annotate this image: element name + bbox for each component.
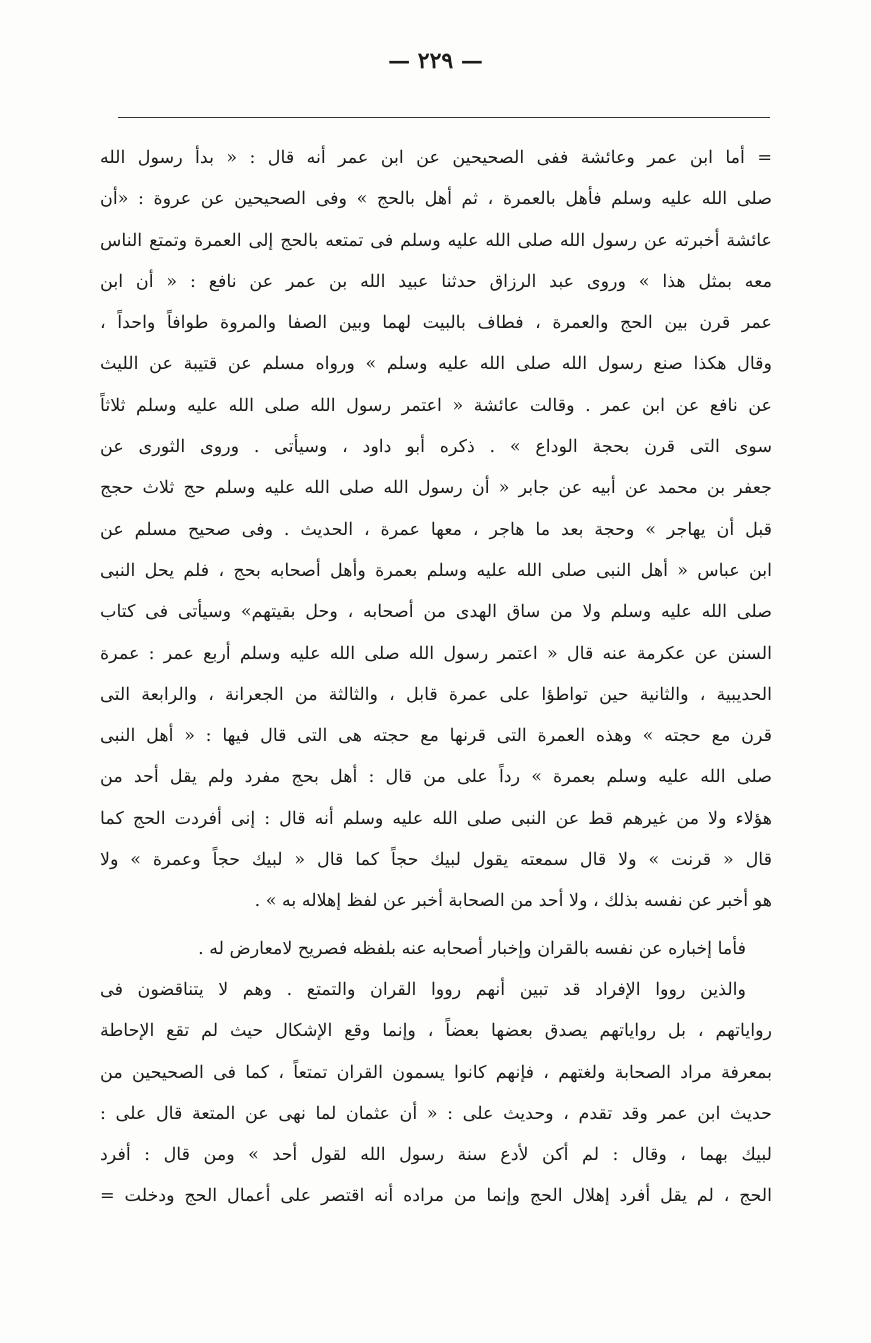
- text-line: = أما ابن عمر وعائشة ففى الصحيحين عن ابن عمر أنه قال : « بدأ رسول الله: [100, 148, 772, 168]
- text-line: قبل أن يهاجر » وحجة بعد ما هاجر ، معها عمرة ، الحديث . وفى صحيح مسلم عن: [100, 519, 772, 540]
- text-line: قرن مع حجته » وهذه العمرة التى قرنها مع حجته هى التى قال فيها : « أهل النبى: [100, 726, 772, 747]
- text-line: صلى الله عليه وسلم بعمرة » رداً على من قال : أهل بحج مفرد ولم يقل أحد من: [100, 767, 772, 788]
- text-line: معه بمثل هذا » وروى عبد الرزاق حدثنا عبيد الله بن عمر عن نافع : « أن ابن: [100, 271, 772, 292]
- text-line: وقال هكذا صنع رسول الله صلى الله عليه وسلم » ورواه مسلم عن قتيبة عن الليث: [100, 354, 772, 375]
- text-line: عائشة أخبرته عن رسول الله صلى الله عليه وسلم فى تمتعه بالحج إلى العمرة وتمتع الناس: [100, 230, 772, 251]
- text-line: لبيك بهما ، وقال : لم أكن لأدع سنة رسول الله لقول أحد » ومن قال : أفرد: [100, 1145, 772, 1166]
- text-line: الحديبية ، والثانية حين تواطؤا على عمرة قابل ، والثالثة من الجعرانة ، والرابعة التى: [100, 684, 772, 705]
- page-number: — ٢٢٩ —: [388, 48, 483, 74]
- text-line: هو أخبر عن نفسه بذلك ، ولا أحد من الصحابة أخبر عن لفظ إهلاله به » .: [254, 891, 772, 912]
- text-line: فأما إخباره عن نفسه بالقران وإخبار أصحابه عنه بلفظه فصريح لامعارض له .: [198, 938, 746, 959]
- text-line: هؤلاء ولا من غيرهم قط عن النبى صلى الله عليه وسلم أنه قال : إنى أفردت الحج كما: [100, 808, 772, 829]
- text-line: الحج ، لم يقل أفرد إهلال الحج وإنما من مراده أنه اقتصر على أعمال الحج ودخلت =: [100, 1186, 772, 1207]
- text-line: سوى التى قرن بحجة الوداع » . ذكره أبو داود ، وسيأتى . وروى الثورى عن: [100, 437, 772, 458]
- text-line: عمر قرن بين الحج والعمرة ، فطاف بالبيت لهما وبين الصفا والمروة طوافاً واحداً ،: [100, 313, 772, 334]
- text-line: السنن عن عكرمة عنه قال « اعتمر رسول الله صلى الله عليه وسلم أربع عمر : عمرة: [100, 643, 772, 664]
- text-line: والذين رووا الإفراد قد تبين أنهم رووا القران والتمتع . وهم لا يتناقضون فى: [100, 979, 746, 1000]
- text-line: رواياتهم ، بل رواياتهم يصدق بعضها بعضاً ، وإنما وقع الإشكال حيث لم تقع الإحاطة: [100, 1021, 772, 1042]
- header-rule: [118, 117, 770, 118]
- text-line: عن نافع عن ابن عمر . وقالت عائشة « اعتمر رسول الله صلى الله عليه وسلم ثلاثاً: [100, 395, 772, 416]
- text-line: حديث ابن عمر وقد تقدم ، وحديث على : « أن عثمان لما نهى عن المتعة قال على :: [100, 1103, 772, 1124]
- text-line: جعفر بن محمد عن أبيه عن جابر « أن رسول الله صلى الله عليه وسلم حج ثلاث حجج: [100, 478, 772, 499]
- body-text: [100, 138, 772, 1218]
- text-line: صلى الله عليه وسلم فأهل بالعمرة ، ثم أهل بالحج » وفى الصحيحين عن عروة : «أن: [100, 189, 772, 210]
- text-line: ابن عباس « أهل النبى صلى الله عليه وسلم بعمرة وأهل أصحابه بحج ، فلم يحل النبى: [100, 560, 772, 581]
- text-line: قال « قرنت » ولا قال سمعته يقول لبيك حجاً كما قال « لبيك حجاً وعمرة » ولا: [100, 850, 772, 871]
- text-line: بمعرفة مراد الصحابة ولغتهم ، فإنهم كانوا يسمون القران تمتعاً ، كما فى الصحيحين من: [100, 1062, 772, 1083]
- text-line: صلى الله عليه وسلم ولا من ساق الهدى من أصحابه ، وحل بقيتهم» وسيأتى فى كتاب: [100, 602, 772, 623]
